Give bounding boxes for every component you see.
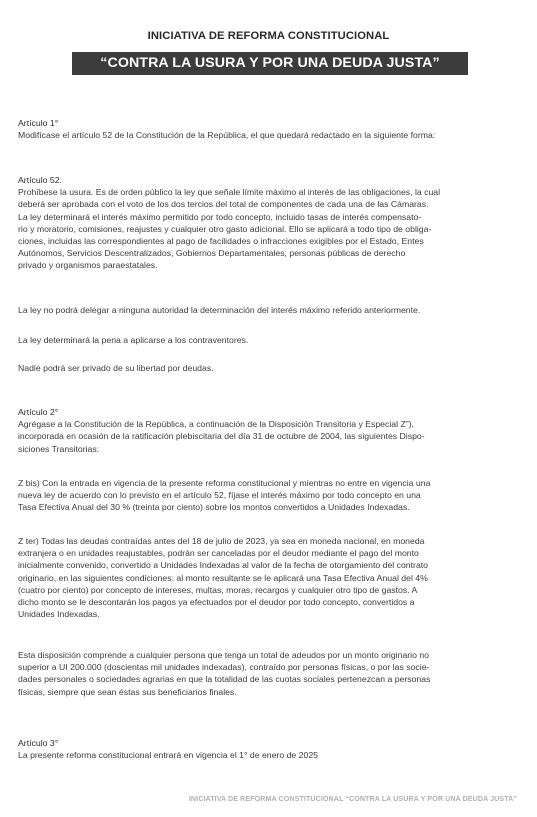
text-line: Esta disposición comprende a cualquier persona que tenga un total de adeudos por un monto originario no xyxy=(18,650,430,660)
article-1-text: Modifícase el artículo 52 de la Constitución de la República, el que quedará redactado en la siguiente forma: xyxy=(18,130,436,141)
text-line: deberá ser aprobada con el voto de los dos tercios del total de componentes de cada una de las Cámaras. xyxy=(18,199,429,210)
text-line: Autónomos, Servicios Descentralizados, Gobiernos Departamentales, personas públicas de derecho xyxy=(18,248,406,259)
article-3-text: La presente reforma constitucional entrará en vigencia el 1° de enero de 2025 xyxy=(18,750,319,761)
disposition-z-ter xyxy=(18,535,516,620)
disposition-scope xyxy=(18,649,516,698)
text-line: dades personales o sociedades agrarias en que la totalidad de las cuotas sociales pertenezcan a personas xyxy=(18,674,431,685)
text-line: incorporada en ocasión de la ratificación plebiscitaria del día 31 de octubre de 2004, las siguientes Dispo- xyxy=(18,431,425,442)
text-line: originario, en las siguientes condiciones: al monto resultante se le aplicará una Tasa Efectiva Anual del 4% xyxy=(18,572,428,583)
article-2-section xyxy=(18,406,516,455)
text-line: superior a UI 200.000 (doscientas mil unidades indexadas), contraído por personas físicas, o por las socie- xyxy=(18,662,430,673)
text-line: nueva ley de acuerdo con lo previsto en el artículo 52, fíjase el interés máximo por todo concepto en una xyxy=(18,490,421,501)
text-line: Prohíbese la usura. Es de orden público la ley que señale límite máximo al interés de las obligaciones, la cual xyxy=(18,187,441,198)
text-line: físicas, siempre que sean éstas sus beneficiarios finales. xyxy=(18,686,237,697)
text-line: dicho monto se le descontarán los pagos ya efectuados por el deudor por todo concepto, convertidos a xyxy=(18,597,415,608)
text-line: extranjera o en unidades reajustables, podrán ser canceladas por el deudor mediante el pago del monto xyxy=(18,548,419,559)
text-line: inicialmente convenido, convertido a Unidades Indexadas al valor de la fecha de otorgamiento del contrato xyxy=(18,560,429,571)
text-line: Agrégase a la Constitución de la República, a continuación de la Disposición Transitoria y Especial Z”), xyxy=(18,419,414,430)
text-line: siciones Transitorias: xyxy=(18,443,100,454)
article-52-paragraph-1 xyxy=(18,186,516,271)
text-line: Z ter) Todas las deudas contraídas antes del 18 de julio de 2023, ya sea en moneda nacional, en moneda xyxy=(18,536,425,546)
text-line: privado y organismos paraestatales. xyxy=(18,260,158,271)
article-3-heading: Artículo 3° xyxy=(18,738,59,748)
text-line: (cuatro por ciento) por concepto de intereses, multas, moras, recargos y cualquier otro tipo de gastos. A xyxy=(18,584,418,595)
text-line: rio y moratorio, comisiones, reajustes y cualquier otro gasto adicional. Ello se aplicará a todo tipo de obliga- xyxy=(18,223,432,234)
article-52-paragraph-3: La ley determinará la pena a aplicarse a los contraventores. xyxy=(18,335,249,345)
document-subtitle: INICIATIVA DE REFORMA CONSTITUCIONAL xyxy=(147,30,390,42)
article-3-section xyxy=(18,737,516,761)
text-line: Z bis) Con la entrada en vigencia de la presente reforma constitucional y mientras no entre en vigencia una xyxy=(18,478,431,488)
disposition-z-bis xyxy=(18,477,516,514)
text-line: Unidades Indexadas. xyxy=(18,609,100,620)
text-line: ciones, incluidas las correspondientes al pago de facilidades o infracciones exigibles por el Estado, Entes xyxy=(18,236,424,247)
text-line: Tasa Efectiva Anual del 30 % (treinta por ciento) sobre los montos convertidos a Unidades Indexadas. xyxy=(18,502,410,513)
article-52-section xyxy=(18,174,516,272)
article-52-heading: Artículo 52. xyxy=(18,175,62,185)
article-1-heading: Artículo 1° xyxy=(18,118,59,128)
article-52-paragraph-2: La ley no podrá delegar a ninguna autoridad la determinación del interés máximo referido anteriormente. xyxy=(18,305,421,315)
article-2-heading: Artículo 2° xyxy=(18,407,59,417)
article-2-intro xyxy=(18,418,516,455)
page-footer: INICIATIVA DE REFORMA CONSTITUCIONAL “CONTRA LA USURA Y POR UNA DEUDA JUSTA” xyxy=(188,795,517,803)
article-1-section xyxy=(18,117,516,141)
document-title: “CONTRA LA USURA Y POR UNA DEUDA JUSTA” xyxy=(72,52,468,75)
text-line: La ley determinará el interés máximo permitido por todo concepto, incluido tasas de interés compensato- xyxy=(18,211,422,222)
article-52-paragraph-4: Nadie podrá ser privado de su libertad por deudas. xyxy=(18,363,214,373)
